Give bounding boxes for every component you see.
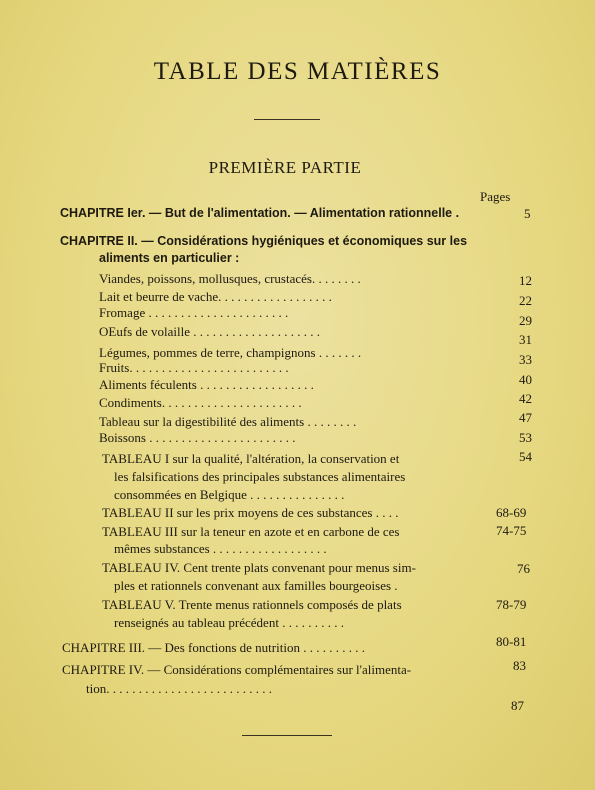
toc-page-chapter-4: 87: [511, 698, 524, 713]
toc-entry-fromage: Fromage . . . . . . . . . . . . . . . . . . . . . .: [99, 305, 289, 320]
toc-page-oeufs: 31: [519, 332, 532, 347]
toc-entry-oeufs: OEufs de volaille . . . . . . . . . . . . . . . . . . . .: [99, 324, 320, 339]
toc-entry-feculents: Aliments féculents . . . . . . . . . . . . . . . . . .: [99, 377, 314, 392]
toc-entry-tableau-3-cont: mêmes substances . . . . . . . . . . . . . . . . . .: [114, 541, 327, 556]
toc-entry-fruits: Fruits. . . . . . . . . . . . . . . . . . . . . . . . .: [99, 360, 289, 375]
toc-page-lait: 22: [519, 293, 532, 308]
toc-entry-tableau-1: TABLEAU I sur la qualité, l'altération, la conservation et: [102, 451, 400, 466]
toc-entry-tableau-4-cont: ples et rationnels convenant aux familles bourgeoises .: [114, 578, 398, 593]
toc-page-fromage: 29: [519, 313, 532, 328]
toc-entry-tableau-1-cont: les falsifications des principales substances alimentaires: [114, 469, 406, 484]
toc-entry-viandes: Viandes, poissons, mollusques, crustacés. . . . . . . .: [99, 271, 361, 286]
toc-page-viandes: 12: [519, 273, 532, 288]
toc-entry-tableau-3: TABLEAU III sur la teneur en azote et en carbone de ces: [102, 524, 400, 539]
toc-entry-chapter-4-cont: tion. . . . . . . . . . . . . . . . . . . . . . . . . .: [86, 681, 272, 696]
toc-entry-tableau-2: TABLEAU II sur les prix moyens de ces substances . . . .: [102, 505, 399, 520]
toc-entry-condiments: Condiments. . . . . . . . . . . . . . . . . . . . . .: [99, 395, 302, 410]
part-heading: PREMIÈRE PARTIE: [208, 158, 362, 177]
toc-page-fruits: 40: [519, 372, 532, 387]
title-divider: [254, 119, 320, 120]
bottom-divider: [242, 735, 332, 736]
toc-entry-lait: Lait et beurre de vache. . . . . . . . . . . . . . . . . .: [99, 289, 332, 304]
toc-entry-tableau-5: TABLEAU V. Trente menus rationnels composés de plats: [102, 597, 402, 612]
toc-page-legumes: 33: [519, 352, 532, 367]
toc-page-chapter-3: 83: [513, 658, 526, 673]
toc-page-chapter-1: 5: [524, 206, 531, 221]
page-title: TABLE DES MATIÈRES: [153, 58, 442, 85]
toc-entry-tableau-4: TABLEAU IV. Cent trente plats convenant pour menus sim-: [102, 560, 416, 575]
toc-page-tableau-1: 68-69: [496, 505, 527, 520]
toc-page-condiments: 47: [519, 410, 532, 425]
toc-page-tableau-5: 80-81: [496, 634, 527, 649]
toc-entry-chapter-2: CHAPITRE II. — Considérations hygiéniques et économiques sur les: [60, 234, 468, 248]
toc-entry-chapter-4: CHAPITRE IV. — Considérations complémentaires sur l'alimenta-: [62, 662, 412, 677]
toc-entry-chapter-3: CHAPITRE III. — Des fonctions de nutrition . . . . . . . . . .: [62, 640, 365, 655]
toc-page-tableau-3: 76: [517, 561, 530, 576]
toc-entry-legumes: Légumes, pommes de terre, champignons . . . . . . .: [99, 345, 362, 360]
toc-entry-chapter-1: CHAPITRE Ier. — But de l'alimentation. — Alimentation rationnelle .: [60, 206, 460, 220]
toc-page-feculents: 42: [519, 391, 532, 406]
toc-entry-digestibilite: Tableau sur la digestibilité des aliments . . . . . . . .: [99, 414, 357, 429]
toc-entry-tableau-1-cont2: consommées en Belgique . . . . . . . . . . . . . . .: [114, 487, 345, 502]
toc-entry-boissons: Boissons . . . . . . . . . . . . . . . . . . . . . . .: [99, 430, 296, 445]
toc-page-tableau-2: 74-75: [496, 523, 527, 538]
pages-column-label: Pages: [480, 189, 511, 204]
toc-entry-chapter-2-cont: aliments en particulier :: [99, 251, 240, 265]
toc-page-boissons: 54: [519, 449, 532, 464]
toc-page-digestibilite: 53: [519, 430, 532, 445]
toc-entry-tableau-5-cont: renseignés au tableau précédent . . . . . . . . . .: [114, 615, 344, 630]
toc-page-tableau-4: 78-79: [496, 597, 527, 612]
